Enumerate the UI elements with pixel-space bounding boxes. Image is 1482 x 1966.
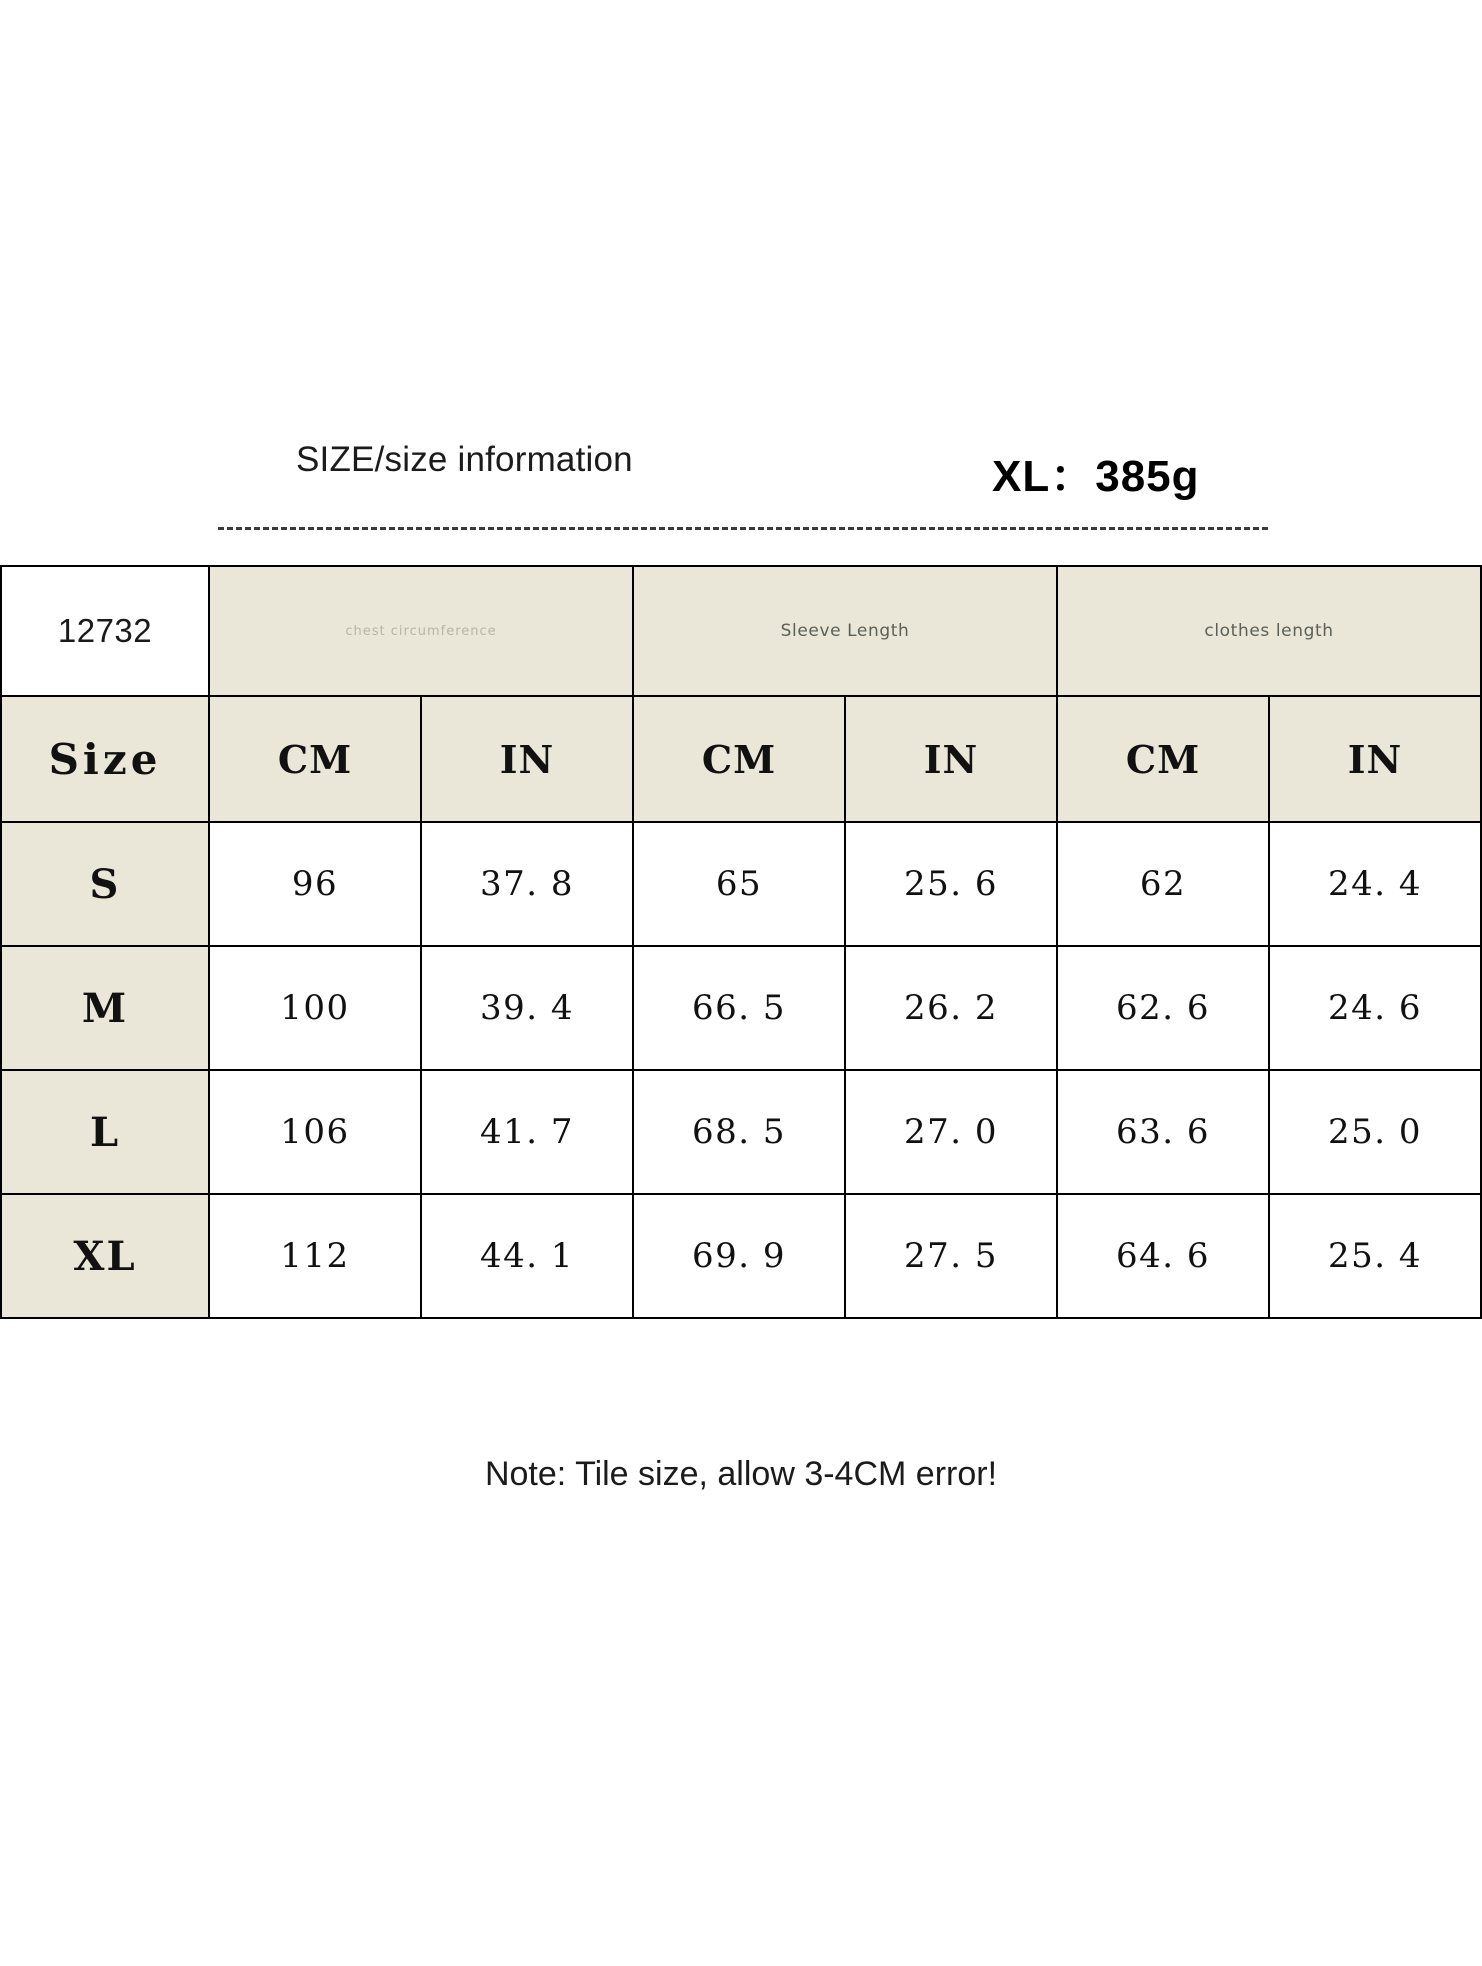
cell-sleeve-cm: 66. 5	[633, 946, 845, 1070]
row-size-label: XL	[1, 1194, 209, 1318]
style-code-cell: 12732	[1, 566, 209, 696]
cell-chest-in: 37. 8	[421, 822, 633, 946]
cell-chest-cm: 100	[209, 946, 421, 1070]
group-label-sleeve: Sleeve Length	[780, 621, 910, 641]
cell-chest-in: 44. 1	[421, 1194, 633, 1318]
group-header-length	[1057, 566, 1481, 696]
group-header-sleeve	[633, 566, 1057, 696]
cell-chest-in: 41. 7	[421, 1070, 633, 1194]
cell-length-in: 24. 4	[1269, 822, 1481, 946]
cell-length-in: 24. 6	[1269, 946, 1481, 1070]
column-header-length-cm: CM	[1057, 696, 1269, 822]
cell-sleeve-cm: 69. 9	[633, 1194, 845, 1318]
column-header-sleeve-cm: CM	[633, 696, 845, 822]
garment-weight-label: XL：385g	[992, 452, 1200, 501]
table-row	[1, 1194, 1481, 1318]
table-row	[1, 1070, 1481, 1194]
table-group-header-row	[1, 566, 1481, 696]
table-unit-header-row	[1, 696, 1481, 822]
group-label-length: clothes length	[1204, 621, 1334, 641]
column-header-chest-in: IN	[421, 696, 633, 822]
column-header-chest-cm: CM	[209, 696, 421, 822]
cell-sleeve-cm: 68. 5	[633, 1070, 845, 1194]
cell-chest-cm: 106	[209, 1070, 421, 1194]
cell-length-cm: 64. 6	[1057, 1194, 1269, 1318]
cell-sleeve-in: 25. 6	[845, 822, 1057, 946]
cell-chest-cm: 112	[209, 1194, 421, 1318]
size-information-title: SIZE/size information	[296, 440, 633, 479]
column-header-length-in: IN	[1269, 696, 1481, 822]
row-size-label: M	[1, 946, 209, 1070]
column-header-sleeve-in: IN	[845, 696, 1057, 822]
measurement-note: Note: Tile size, allow 3-4CM error!	[484, 1455, 998, 1493]
dashed-divider	[218, 527, 1268, 530]
cell-length-cm: 62	[1057, 822, 1269, 946]
cell-sleeve-cm: 65	[633, 822, 845, 946]
cell-chest-cm: 96	[209, 822, 421, 946]
column-header-size: Size	[1, 696, 209, 822]
group-label-chest: chest circumference	[345, 623, 497, 639]
row-size-label: L	[1, 1070, 209, 1194]
cell-sleeve-in: 26. 2	[845, 946, 1057, 1070]
size-chart-table	[0, 565, 1482, 1319]
table-row	[1, 822, 1481, 946]
cell-length-cm: 62. 6	[1057, 946, 1269, 1070]
cell-chest-in: 39. 4	[421, 946, 633, 1070]
cell-sleeve-in: 27. 0	[845, 1070, 1057, 1194]
row-size-label: S	[1, 822, 209, 946]
cell-length-in: 25. 0	[1269, 1070, 1481, 1194]
cell-sleeve-in: 27. 5	[845, 1194, 1057, 1318]
cell-length-in: 25. 4	[1269, 1194, 1481, 1318]
table-row	[1, 946, 1481, 1070]
group-header-chest	[209, 566, 633, 696]
cell-length-cm: 63. 6	[1057, 1070, 1269, 1194]
